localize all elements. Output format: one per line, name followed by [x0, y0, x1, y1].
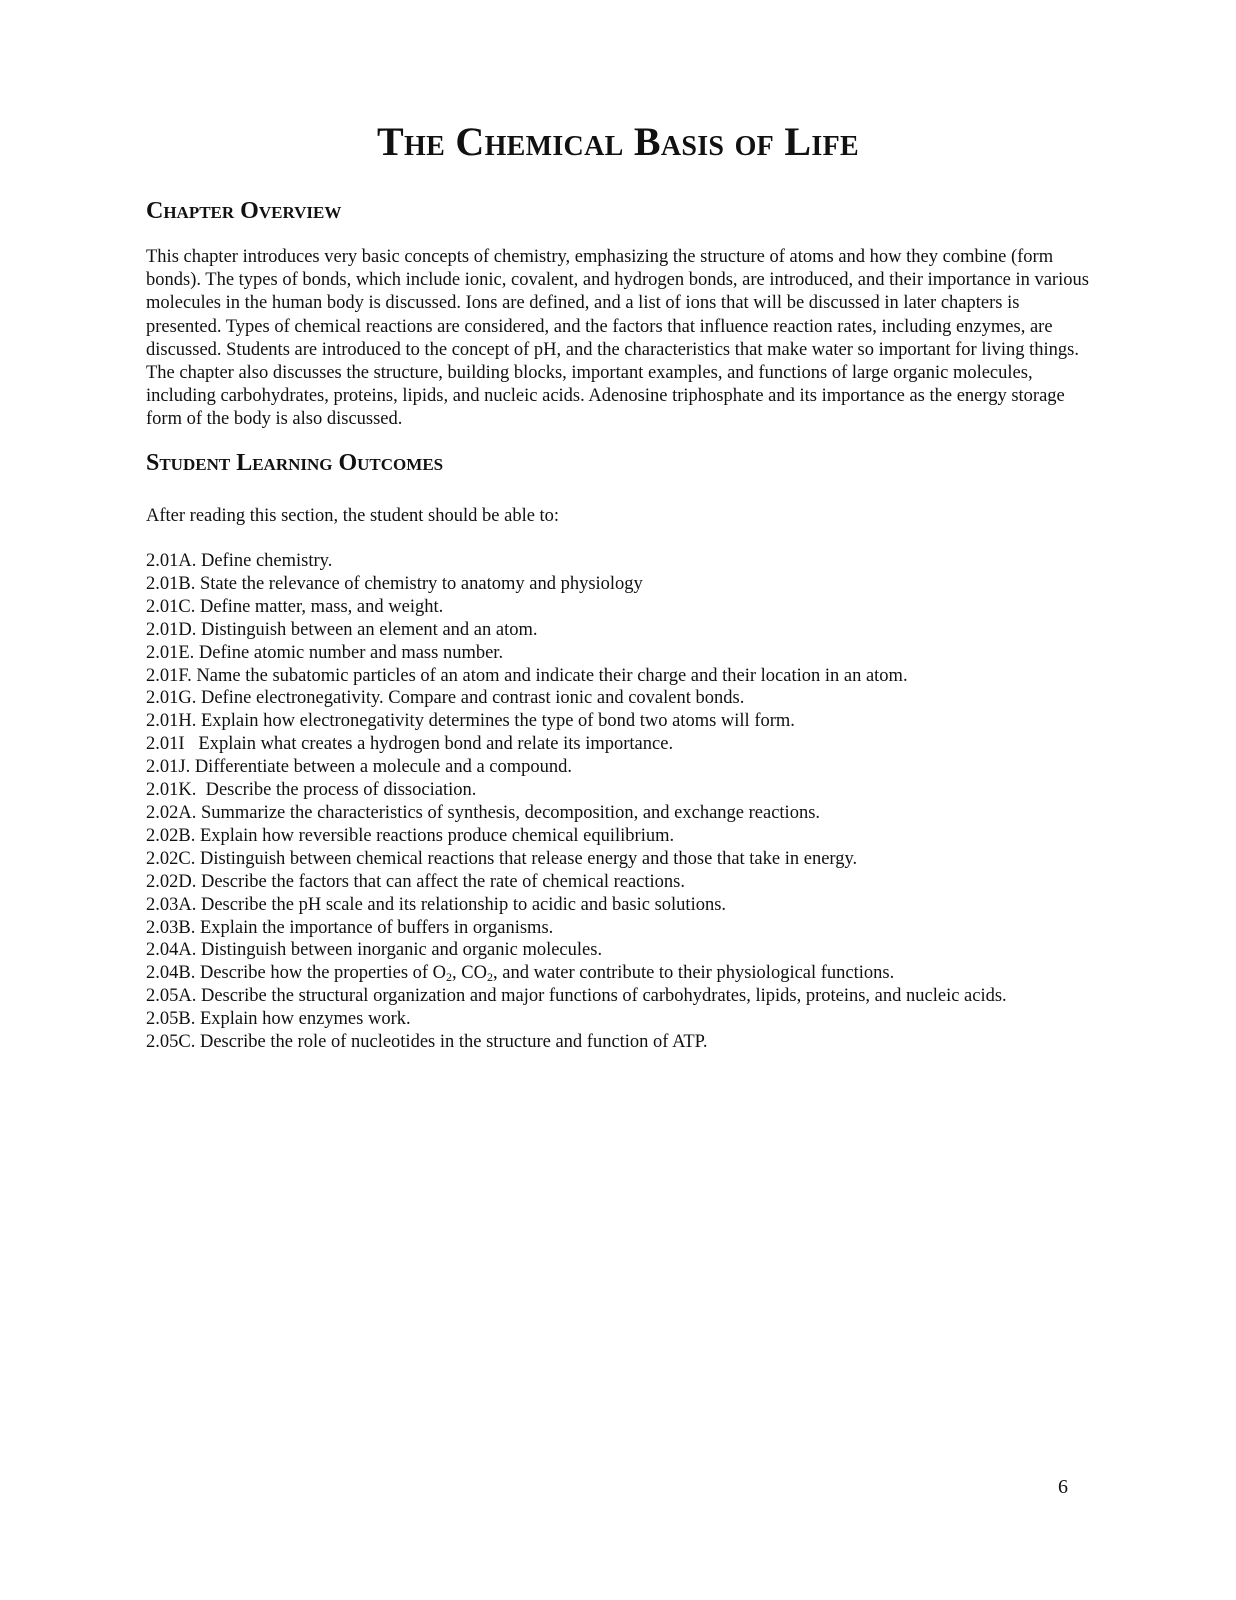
outcome-item: 2.01K. Describe the process of dissociation.: [146, 780, 477, 801]
chapter-overview-text: This chapter introduces very basic concepts of chemistry, emphasizing the structure of atoms and how they combine (form bonds). The types of bonds, which include ionic, covalent, and hydrogen bonds, are introduced, and their importance in various molecules in the human body is discussed. Ions are defined, and a list of ions that will be discussed in later chapters is presented. Types of chemical reactions are considered, and the factors that influence reaction rates, including enzymes, are discussed. Students are introduced to the concept of pH, and the characteristics that make water so important for living things. The chapter also discusses the structure, building blocks, important examples, and functions of large organic molecules, including carbohydrates, proteins, lipids, and nucleic acids. Adenosine triphosphate and its importance as the energy storage form of the body is also discussed.: [146, 247, 1089, 430]
outcome-item: 2.03A. Describe the pH scale and its relationship to acidic and basic solutions.: [146, 894, 727, 915]
learning-outcomes-list: [146, 550, 1106, 1054]
outcome-item: 2.02C. Distinguish between chemical reactions that release energy and those that take in energy.: [146, 848, 858, 869]
outcome-item: 2.01A. Define chemistry.: [146, 551, 333, 571]
outcome-item: 2.05C. Describe the role of nucleotides in the structure and function of ATP.: [146, 1032, 708, 1053]
outcome-item: 2.02B. Explain how reversible reactions produce chemical equilibrium.: [146, 825, 675, 846]
page-title: The Chemical Basis of Life: [377, 119, 859, 164]
learning-outcomes-intro: After reading this section, the student should be able to:: [146, 506, 560, 526]
outcome-item: 2.01H. Explain how electronegativity determines the type of bond two atoms will form.: [146, 711, 795, 732]
outcome-item: 2.05B. Explain how enzymes work.: [146, 1009, 411, 1030]
outcome-item: 2.05A. Describe the structural organization and major functions of carbohydrates, lipids, proteins, and nucleic acids.: [146, 986, 1007, 1007]
outcome-item: 2.02A. Summarize the characteristics of synthesis, decomposition, and exchange reactions.: [146, 802, 821, 823]
outcome-item: 2.01E. Define atomic number and mass number.: [146, 642, 504, 663]
outcome-item: 2.01J. Differentiate between a molecule and a compound.: [146, 757, 573, 778]
outcome-item: 2.03B. Explain the importance of buffers in organisms.: [146, 917, 554, 938]
outcome-item: 2.04A. Distinguish between inorganic and organic molecules.: [146, 940, 603, 961]
outcome-item: 2.01I Explain what creates a hydrogen bond and relate its importance.: [146, 734, 674, 755]
outcome-item: 2.01G. Define electronegativity. Compare and contrast ionic and covalent bonds.: [146, 688, 745, 709]
outcome-item: 2.01F. Name the subatomic particles of an atom and indicate their charge and their location in an atom.: [146, 665, 908, 686]
outcome-item: 2.01B. State the relevance of chemistry to anatomy and physiology: [146, 573, 643, 594]
outcome-item: 2.01C. Define matter, mass, and weight.: [146, 596, 444, 617]
outcome-item: 2.01D. Distinguish between an element and an atom.: [146, 619, 538, 640]
learning-outcomes-heading: Student Learning Outcomes: [146, 450, 444, 476]
outcome-item: 2.02D. Describe the factors that can affect the rate of chemical reactions.: [146, 871, 685, 892]
chapter-overview-heading: Chapter Overview: [146, 198, 342, 224]
outcome-item: 2.04B. Describe how the properties of $O_2$, $CO_2$, and water contribute to their physiological functions.: [146, 963, 895, 985]
page-number: 6: [1058, 1476, 1068, 1498]
